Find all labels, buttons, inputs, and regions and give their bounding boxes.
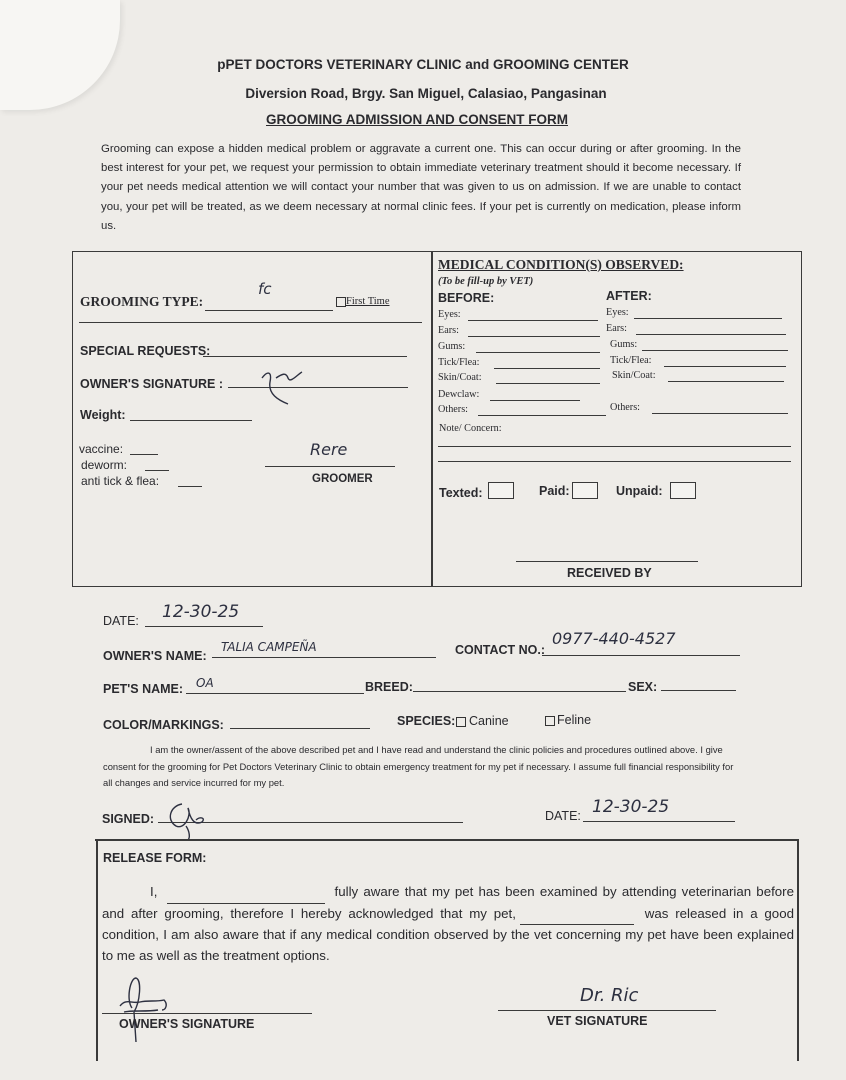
date-label: DATE: bbox=[103, 614, 139, 628]
vaccine-line[interactable] bbox=[130, 454, 158, 455]
signed-signature-scribble bbox=[164, 796, 214, 842]
after-item-line[interactable] bbox=[634, 318, 782, 319]
pet-name-line[interactable] bbox=[186, 693, 364, 694]
release-text-1: I, bbox=[150, 884, 158, 899]
owner-signature-line[interactable] bbox=[228, 387, 408, 388]
deworm-label: deworm: bbox=[81, 458, 128, 472]
species-label: SPECIES: bbox=[397, 714, 456, 728]
release-paragraph bbox=[102, 882, 794, 966]
intro-paragraph: Grooming can expose a hidden medical problem or aggravate a current one. This can occur during or after grooming. In the best interest for your pet, we request your permission to obtain immediate veterinary treatment should it become necessary. If your pet needs medical attention we will contact your number that was given to us on admission. If we are unable to contact you, your pet will be treated, as we deem necessary at normal clinic fees. If your pet is currently on medication, please inform us. bbox=[101, 143, 741, 232]
breed-line[interactable] bbox=[413, 691, 626, 692]
groomer-line[interactable] bbox=[265, 466, 395, 467]
release-left-border bbox=[96, 839, 98, 1061]
contact-line[interactable] bbox=[542, 655, 740, 656]
before-item-line[interactable] bbox=[490, 400, 580, 401]
release-title: RELEASE FORM: bbox=[103, 851, 207, 865]
after-item-label: Tick/Flea: bbox=[610, 355, 652, 366]
vet-sig-line[interactable] bbox=[498, 1010, 716, 1011]
feline-label: Feline bbox=[557, 713, 592, 727]
pet-name-label: PET'S NAME: bbox=[103, 682, 184, 696]
owner-name-line[interactable] bbox=[212, 657, 436, 658]
release-top-border bbox=[95, 839, 798, 841]
vet-signature-value: Dr. Ric bbox=[580, 985, 639, 1006]
before-item-line[interactable] bbox=[476, 352, 600, 353]
grooming-type-value: fc bbox=[258, 280, 272, 298]
vet-sig-label: VET SIGNATURE bbox=[547, 1014, 648, 1028]
groomer-name-value: Rere bbox=[310, 440, 348, 459]
after-label: AFTER: bbox=[606, 289, 652, 303]
signed-date-value: 12-30-25 bbox=[592, 797, 670, 817]
paid-checkbox[interactable] bbox=[572, 482, 598, 499]
grooming-type-label: GROOMING TYPE: bbox=[80, 294, 204, 309]
after-item-line[interactable] bbox=[668, 381, 784, 382]
pet-name-value: OA bbox=[196, 676, 214, 690]
clinic-name: pPET DOCTORS VETERINARY CLINIC and GROOMING CENTER bbox=[217, 57, 629, 72]
before-label: BEFORE: bbox=[438, 291, 495, 305]
color-markings-label: COLOR/MARKINGS: bbox=[103, 718, 224, 732]
before-item-label: Skin/Coat: bbox=[438, 372, 482, 383]
before-item-line[interactable] bbox=[494, 368, 600, 369]
weight-line[interactable] bbox=[130, 420, 252, 421]
contact-label: CONTACT NO.: bbox=[455, 643, 546, 657]
before-item-label: Dewclaw: bbox=[438, 389, 480, 400]
breed-label: BREED: bbox=[365, 680, 413, 694]
color-markings-line[interactable] bbox=[230, 728, 370, 729]
before-item-line[interactable] bbox=[468, 336, 600, 337]
consent-paragraph bbox=[103, 742, 743, 792]
release-pet-name-line[interactable] bbox=[520, 904, 634, 926]
note-line-1[interactable] bbox=[438, 446, 791, 447]
before-item-label: Gums: bbox=[438, 341, 466, 352]
signed-date-line[interactable] bbox=[583, 821, 735, 822]
grooming-extra-line[interactable] bbox=[79, 322, 422, 323]
before-item-line[interactable] bbox=[478, 415, 606, 416]
weight-label: Weight: bbox=[80, 408, 126, 422]
after-item-label: Ears: bbox=[606, 323, 627, 334]
medical-subtitle: (To be fill-up by VET) bbox=[438, 276, 534, 287]
before-item-label: Tick/Flea: bbox=[438, 357, 480, 368]
contact-value: 0977-440-4527 bbox=[552, 629, 676, 648]
after-item-line[interactable] bbox=[642, 350, 788, 351]
deworm-line[interactable] bbox=[145, 470, 169, 471]
release-text-3: was released in a good condition, I am also aware that if any medical condition observed by the vet concerning my pet have been explained to me as well as the treatment options. bbox=[102, 905, 794, 963]
after-item-line[interactable] bbox=[652, 413, 788, 414]
owner-signature-label: OWNER'S SIGNATURE : bbox=[80, 377, 224, 391]
unpaid-label: Unpaid: bbox=[616, 484, 663, 498]
sex-line[interactable] bbox=[661, 690, 736, 691]
received-by-line[interactable] bbox=[516, 561, 698, 562]
before-item-label: Others: bbox=[438, 404, 468, 415]
after-item-label: Skin/Coat: bbox=[612, 370, 656, 381]
owner-name-value: TALIA CAMPEÑA bbox=[221, 640, 317, 654]
first-time-label: First Time bbox=[346, 296, 390, 307]
release-owner-name-line[interactable] bbox=[167, 882, 325, 904]
after-item-label: Gums: bbox=[610, 339, 638, 350]
texted-checkbox[interactable] bbox=[488, 482, 514, 499]
owner-release-sig-line[interactable] bbox=[102, 1013, 312, 1014]
release-text-2: fully aware that my pet has been examined by attending veterinarian before and after grooming, therefore I hereby acknowledged that my pet, bbox=[102, 884, 795, 921]
owner-name-label: OWNER'S NAME: bbox=[103, 649, 207, 663]
vaccine-label: vaccine: bbox=[79, 442, 124, 456]
medical-title: MEDICAL CONDITION(S) OBSERVED: bbox=[438, 257, 684, 272]
owner-release-signature-scribble bbox=[112, 972, 176, 1044]
date-line[interactable] bbox=[145, 626, 263, 627]
special-requests-line[interactable] bbox=[203, 356, 407, 357]
received-by-label: RECEIVED BY bbox=[567, 566, 652, 580]
after-item-line[interactable] bbox=[636, 334, 786, 335]
box-divider bbox=[431, 252, 433, 586]
clinic-address: Diversion Road, Brgy. San Miguel, Calasiao, Pangasinan bbox=[245, 86, 607, 101]
anti-tick-label: anti tick & flea: bbox=[81, 474, 160, 488]
canine-label: Canine bbox=[469, 714, 509, 728]
owner-signature-scribble bbox=[258, 360, 308, 410]
consent-text: I am the owner/assent of the above described pet and I have read and understand the clinic policies and procedures outlined above. I give consent for the grooming for Pet Doctors Veterinary Clinic to obtain emergency treatment for my pet if necessary. I assume full financial responsibility for all changes and service incurred for my pet. bbox=[103, 744, 734, 789]
unpaid-checkbox[interactable] bbox=[670, 482, 696, 499]
form-title: GROOMING ADMISSION AND CONSENT FORM bbox=[266, 112, 568, 127]
date-value: 12-30-25 bbox=[162, 602, 240, 622]
owner-release-sig-label: OWNER'S SIGNATURE bbox=[119, 1017, 255, 1031]
first-time-checkbox[interactable] bbox=[336, 297, 346, 307]
after-item-label: Eyes: bbox=[606, 307, 629, 318]
release-right-border bbox=[797, 839, 799, 1061]
before-item-label: Ears: bbox=[438, 325, 459, 336]
canine-checkbox[interactable] bbox=[456, 717, 466, 727]
feline-checkbox[interactable] bbox=[545, 716, 555, 726]
note-concern-label: Note/ Concern: bbox=[439, 423, 502, 434]
sex-label: SEX: bbox=[628, 680, 658, 694]
before-item-label: Eyes: bbox=[438, 309, 461, 320]
after-item-label: Others: bbox=[610, 402, 640, 413]
groomer-label: GROOMER bbox=[312, 473, 373, 485]
anti-tick-line[interactable] bbox=[178, 486, 202, 487]
after-item-line[interactable] bbox=[664, 366, 786, 367]
before-item-line[interactable] bbox=[496, 383, 600, 384]
signed-label: SIGNED: bbox=[102, 812, 155, 826]
special-requests-label: SPECIAL REQUESTS: bbox=[80, 344, 211, 358]
before-item-line[interactable] bbox=[468, 320, 598, 321]
signed-date-label: DATE: bbox=[545, 809, 581, 823]
grooming-type-line[interactable] bbox=[205, 310, 333, 311]
paid-label: Paid: bbox=[539, 484, 570, 498]
texted-label: Texted: bbox=[439, 486, 483, 500]
note-line-2[interactable] bbox=[438, 461, 791, 462]
